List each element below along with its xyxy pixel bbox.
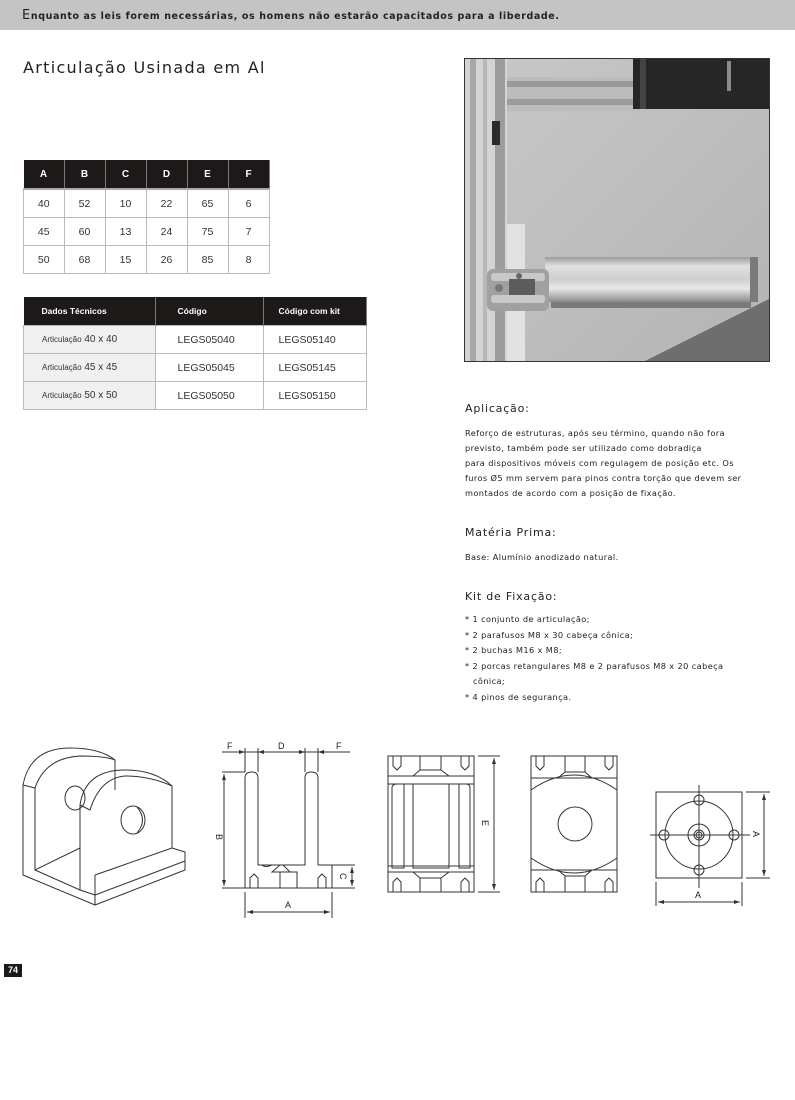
product-size: 45 x 45: [84, 362, 118, 373]
aplicacao-line: para dispositivos móveis com regulagem de posição etc. Os: [465, 458, 734, 468]
kit-fixacao-heading: Kit de Fixação:: [465, 590, 558, 603]
code-kit-cell: LEGS05150: [263, 382, 366, 410]
table-row: [24, 218, 270, 246]
code-kit-cell: LEGS05145: [263, 354, 366, 382]
header-d: D: [146, 160, 187, 189]
label-c: C: [338, 873, 348, 880]
product-photo: [464, 58, 770, 362]
codes-table: [23, 297, 367, 410]
label-a-side: A: [751, 831, 761, 838]
cell: 13: [105, 218, 146, 246]
table-row: [24, 354, 367, 382]
product-name-cell: [24, 354, 156, 382]
materia-prima-text: Base: Alumínio anodizado natural.: [465, 552, 619, 562]
table-row: [24, 189, 270, 218]
product-size: 40 x 40: [84, 334, 118, 345]
header-codigo-kit: Código com kit: [263, 297, 366, 326]
isometric-view-drawing: [23, 748, 185, 905]
aplicacao-text: [465, 426, 785, 501]
header-c: C: [105, 160, 146, 189]
list-item: * 2 buchas M16 x M8;: [465, 645, 563, 655]
aplicacao-line: furos Ø5 mm servem para pinos contra torção que devem ser: [465, 473, 742, 483]
header-quote: [22, 8, 560, 23]
aplicacao-line: previsto, também pode ser utilizado como dobradiça: [465, 443, 702, 453]
label-b: B: [214, 834, 224, 841]
cell: 40: [24, 189, 65, 218]
quote-text: nquanto as leis forem necessárias, os homens não estarão capacitados para a liberdade.: [30, 11, 560, 22]
aplicacao-line: Reforço de estruturas, após seu término, quando não fora: [465, 428, 725, 438]
list-item: cônica;: [473, 676, 506, 686]
list-item: * 2 porcas retangulares M8 e 2 parafusos M8 x 20 cabeça: [465, 660, 724, 671]
page-title: Articulação Usinada em Al: [23, 58, 266, 77]
cell: 52: [64, 189, 105, 218]
product-size: 50 x 50: [84, 390, 118, 401]
label-a-front: A: [285, 900, 292, 910]
cell: 7: [228, 218, 269, 246]
cell: 85: [187, 246, 228, 274]
table-row: [24, 326, 367, 354]
label-f-left: F: [227, 741, 233, 751]
table-header-row: [24, 297, 367, 326]
code-kit-cell: LEGS05140: [263, 326, 366, 354]
cell: 65: [187, 189, 228, 218]
page-number: 74: [4, 964, 22, 977]
product-photo-image: [465, 59, 769, 361]
code-cell: LEGS05045: [155, 354, 263, 382]
code-cell: LEGS05050: [155, 382, 263, 410]
table-header-row: [24, 160, 270, 189]
bottom-view-drawing: [650, 785, 770, 906]
cell: 6: [228, 189, 269, 218]
technical-drawings: [0, 730, 795, 920]
top-view-drawing: [531, 756, 617, 892]
label-e: E: [480, 820, 490, 827]
product-name-cell: [24, 326, 156, 354]
product-name: Articulação: [42, 335, 82, 344]
header-e: E: [187, 160, 228, 189]
cell: 10: [105, 189, 146, 218]
header-codigo: Código: [155, 297, 263, 326]
cell: 45: [24, 218, 65, 246]
kit-fixacao-list: [465, 612, 785, 705]
header-b: B: [64, 160, 105, 189]
quote-initial: E: [22, 8, 31, 23]
list-item: * 1 conjunto de articulação;: [465, 614, 590, 624]
aplicacao-line: montados de acordo com a posição de fixação.: [465, 488, 676, 498]
cell: 15: [105, 246, 146, 274]
cell: 24: [146, 218, 187, 246]
list-item: * 2 parafusos M8 x 30 cabeça cônica;: [465, 629, 634, 640]
aplicacao-heading: Aplicação:: [465, 402, 530, 415]
cell: 8: [228, 246, 269, 274]
cell: 22: [146, 189, 187, 218]
cell: 26: [146, 246, 187, 274]
front-view-drawing: [222, 748, 355, 918]
product-name: Articulação: [42, 391, 82, 400]
label-f-right: F: [336, 741, 342, 751]
code-cell: LEGS05040: [155, 326, 263, 354]
cell: 50: [24, 246, 65, 274]
list-item: * 4 pinos de segurança.: [465, 691, 572, 702]
header-dados-tecnicos: Dados Técnicos: [24, 297, 156, 326]
header-f: F: [228, 160, 269, 189]
cell: 75: [187, 218, 228, 246]
product-name-cell: [24, 382, 156, 410]
materia-prima-heading: Matéria Prima:: [465, 526, 557, 539]
label-a-bottom: A: [695, 890, 702, 900]
label-d: D: [278, 741, 285, 751]
dimensions-table: [23, 160, 270, 274]
cell: 60: [64, 218, 105, 246]
product-name: Articulação: [42, 363, 82, 372]
table-row: [24, 382, 367, 410]
header-a: A: [24, 160, 65, 189]
table-row: [24, 246, 270, 274]
header-bar: [0, 0, 795, 30]
cell: 68: [64, 246, 105, 274]
